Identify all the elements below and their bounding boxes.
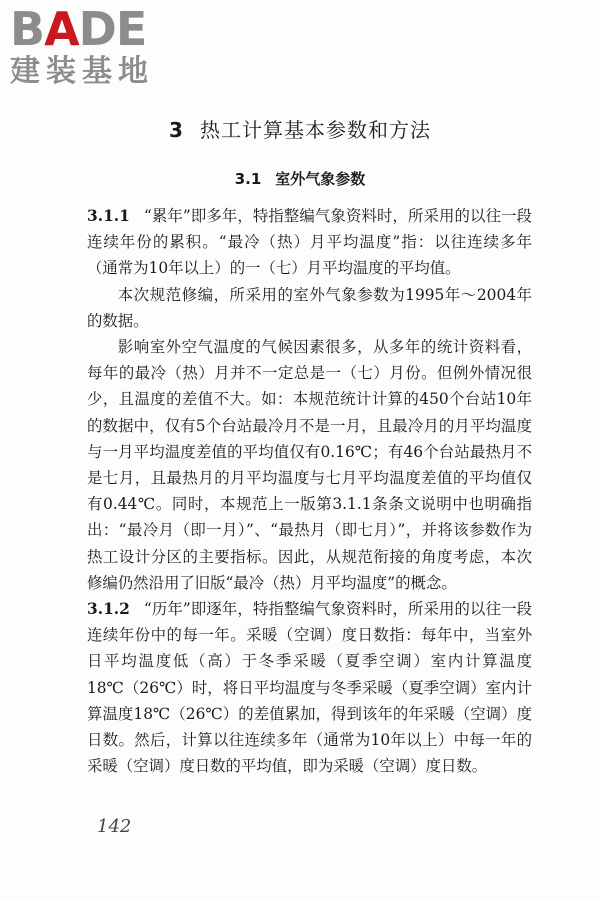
clause-paragraph [87, 596, 532, 779]
chapter-title: 热工计算基本参数和方法 [199, 118, 431, 142]
section-heading [0, 168, 600, 189]
chapter-number: 3 [169, 118, 184, 142]
page-number: 142 [97, 816, 132, 837]
paragraph-text: 影响室外空气温度的气候因素很多，从多年的统计资料看，每年的最冷（热）月并不一定总是一（七）月份。但例外情况很少，且温度的差值不大。如：本规范统计计算的450个台站10年的数据中，仅有5个台站最冷月不是一月，且最冷月的月平均温度与一月平均温度差值的平均值仅有0.16℃；有46个台站最热月不是七月，且最热月的月平均温度与七月平均温度差值的平均值仅有0.44℃。同时，本规范上一版第3.1.1条条文说明中也明确指出：“最冷月（即一月）”、“最热月（即七月）”，并将该参数作为热工设计分区的主要指标。因此，从规范衔接的角度考虑，本次修编仍然沿用了旧版“最冷（热）月平均温度”的概念。 [87, 338, 532, 592]
brand-logo-wordmark: BADE [10, 2, 147, 56]
article-body [87, 203, 532, 779]
paragraph-text: 本次规范修编，所采用的室外气象参数为1995年～2004年的数据。 [87, 285, 532, 330]
clause-paragraph [87, 203, 532, 282]
clause-number: 3.1.2 [87, 600, 130, 619]
section-number: 3.1 [234, 170, 262, 188]
brand-logo [10, 4, 180, 90]
section-title: 室外气象参数 [275, 170, 366, 188]
paragraph-text: “累年”即多年，特指整编气象资料时，所采用的以往一段连续年份的累积。“最冷（热）月平均温度”指：以往连续多年（通常为10年以上）的一（七）月平均温度的平均值。 [87, 207, 532, 278]
clause-number: 3.1.1 [87, 207, 130, 225]
paragraph-text: “历年”即逐年，特指整编气象资料时，所采用的以往一段连续年份中的每一年。采暖（空调）度日数指：每年中，当室外日平均温度低（高）于冬季采暖（夏季空调）室内计算温度18℃（26℃）时，将日平均温度与冬季采暖（夏季空调）室内计算温度18℃（26℃）的差值累加，得到该年的年采暖（空调）度日数。然后，计算以往连续多年（通常为10年以上）中每一年的采暖（空调）度日数的平均值，即为采暖（空调）度日数。 [87, 600, 532, 776]
brand-logo-subtitle: 建装基地 [10, 54, 154, 89]
chapter-heading [0, 114, 600, 143]
